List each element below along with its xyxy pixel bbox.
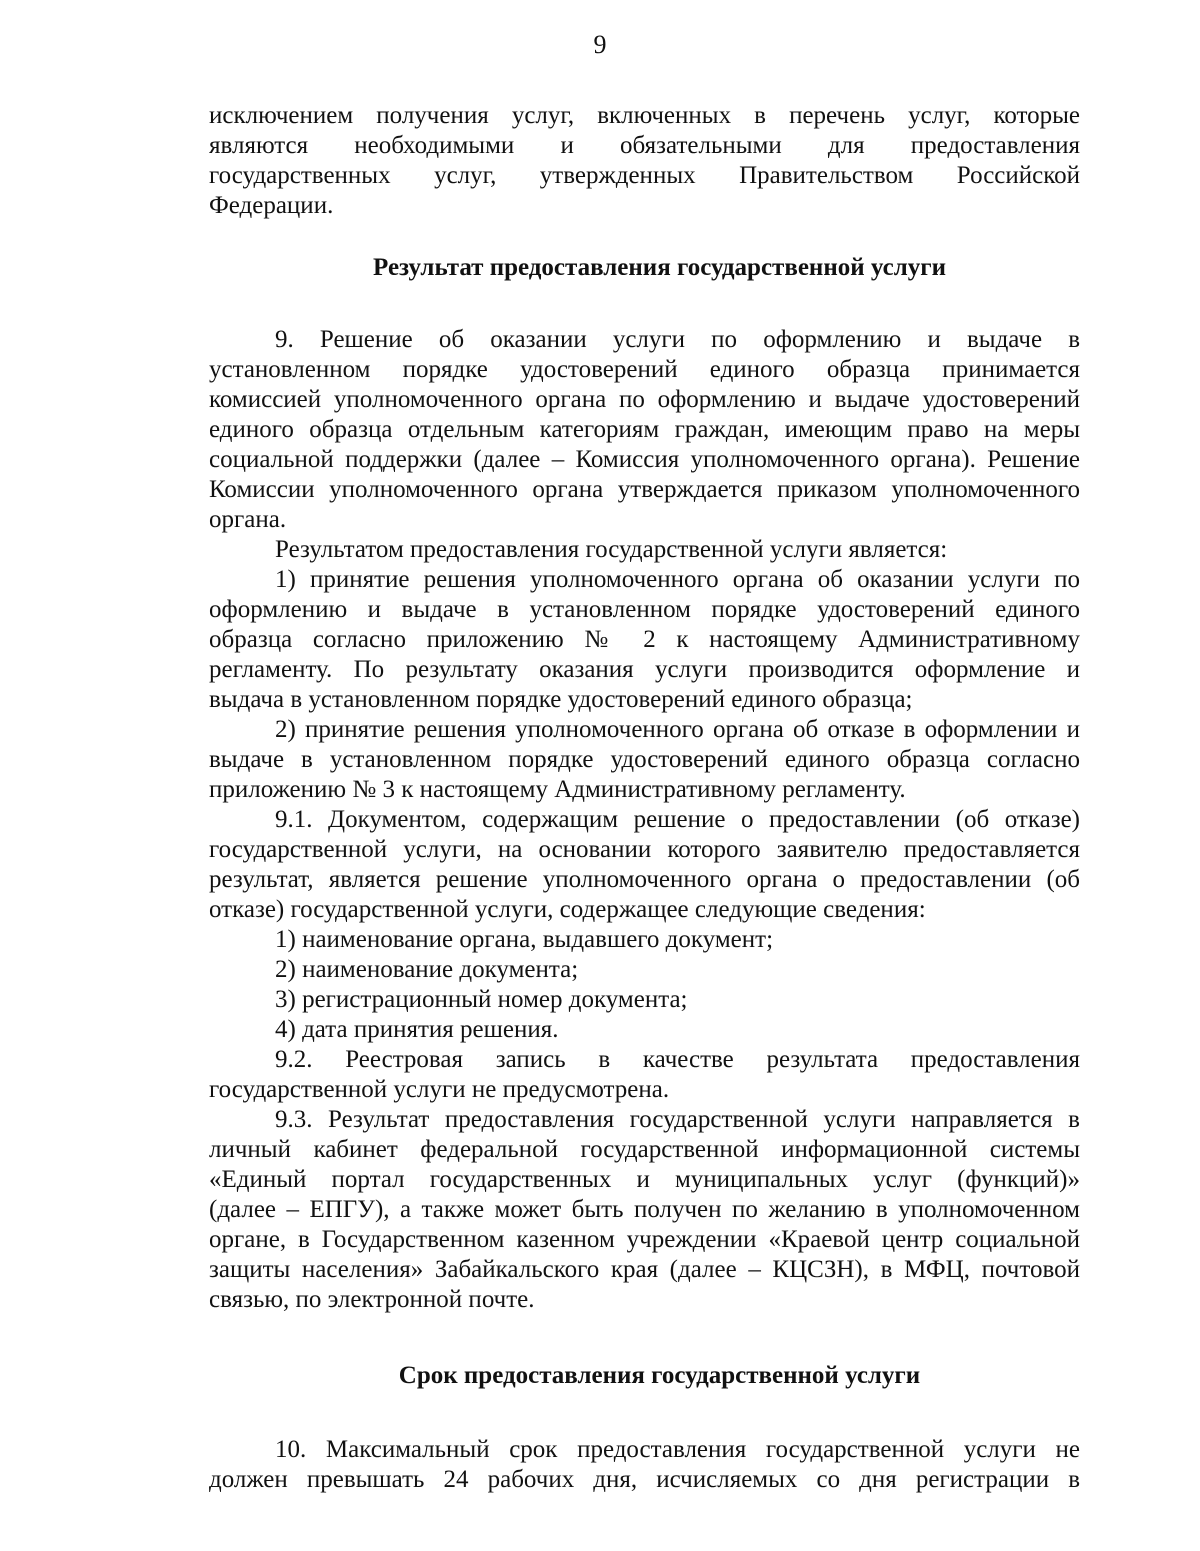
text-line: образца согласно приложению № 2 к настоящему Административному [209,626,1080,653]
text-line: социальной поддержки (далее – Комиссия уполномоченного органа). Решение [209,446,1080,473]
text-line: установленном порядке удостоверений единого образца принимается [209,356,1080,383]
document-body [209,101,1080,1495]
text-line: связью, по электронной почте. [209,1286,535,1313]
intro-paragraph [209,101,1080,221]
text-line: Комиссии уполномоченного органа утверждается приказом уполномоченного [209,476,1080,503]
text-line: 9. Решение об оказании услуги по оформлению и выдаче в [275,326,1080,353]
text-line: приложению № 3 к настоящему Административному регламенту. [209,776,906,803]
text-line: комиссией уполномоченного органа по оформлению и выдаче удостоверений [209,386,1080,413]
text-line: оформлению и выдаче в установленном порядке удостоверений единого [209,596,1080,623]
text-line: единого образца отдельным категориям граждан, имеющим право на меры [209,416,1080,443]
text-line: отказе) государственной услуги, содержащее следующие сведения: [209,896,926,923]
text-line: (далее – ЕПГУ), а также может быть получен по желанию в уполномоченном [209,1196,1080,1223]
text-line: выдаче в установленном порядке удостоверений единого образца согласно [209,746,1080,773]
text-line: государственной услуги, на основании которого заявителю предоставляется [209,836,1080,863]
text-line: личный кабинет федеральной государственной информационной системы [209,1136,1080,1163]
text-line: 9.2. Реестровая запись в качестве результата предоставления [275,1046,1080,1073]
text-line: регламенту. По результату оказания услуги производится оформление и [209,656,1080,683]
section-10 [209,1435,1080,1495]
text-line: исключением получения услуг, включенных в перечень услуг, которые [209,102,1080,129]
text-line: Результатом предоставления государственной услуги является: [275,536,948,563]
text-line: защиты населения» Забайкальского края (далее – КЦСЗН), в МФЦ, почтовой [209,1256,1080,1283]
text-line: 2) наименование документа; [275,956,579,983]
text-line: 9.3. Результат предоставления государственной услуги направляется в [275,1106,1080,1133]
text-line: являются необходимыми и обязательными для предоставления [209,132,1080,159]
text-line: выдача в установленном порядке удостоверений единого образца; [209,686,913,713]
text-line: 1) наименование органа, выдавшего документ; [275,926,774,953]
text-line: органа. [209,506,287,533]
text-line: результат, является решение уполномоченного органа о предоставлении (об [209,866,1080,893]
text-line: 1) принятие решения уполномоченного органа об оказании услуги по [275,566,1080,593]
text-line: 10. Максимальный срок предоставления государственной услуги не [275,1436,1080,1463]
text-line: 4) дата принятия решения. [275,1016,559,1043]
text-line: 9.1. Документом, содержащим решение о предоставлении (об отказе) [275,806,1080,833]
text-line: государственных услуг, утвержденных Правительством Российской [209,162,1080,189]
text-line: должен превышать 24 рабочих дня, исчисляемых со дня регистрации в [209,1466,1080,1493]
text-line: «Единый портал государственных и муниципальных услуг (функций)» [209,1166,1080,1193]
section-9 [209,325,1080,1315]
text-line: органе, в Государственном казенном учреждении «Краевой центр социальной [209,1226,1080,1253]
page-number: 9 [593,30,607,59]
text-line: государственной услуги не предусмотрена. [209,1076,670,1103]
text-line: 3) регистрационный номер документа; [275,986,688,1013]
section-heading-term: Срок предоставления государственной услуги [398,1362,921,1389]
text-line: 2) принятие решения уполномоченного органа об отказе в оформлении и [275,716,1080,743]
section-heading-result: Результат предоставления государственной услуги [373,254,946,281]
text-line: Федерации. [209,192,334,219]
